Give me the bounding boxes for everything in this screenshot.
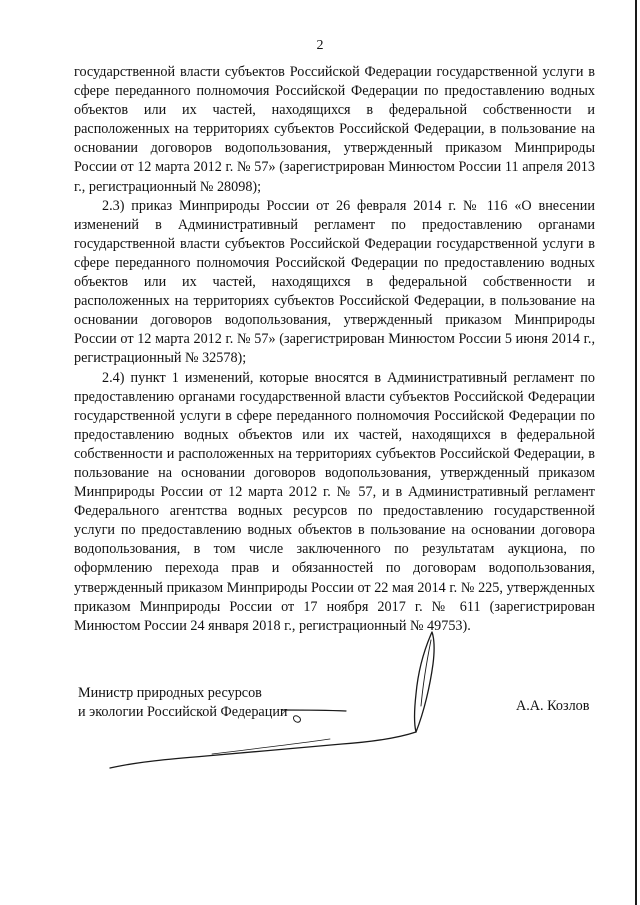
paragraph-item-2-3: 2.3) приказ Минприроды России от 26 февраля 2014 г. № 116 «О внесении изменений в Административный регламент по предоставлению органами государственной власти субъектов Российской Федерации государственной услуги в сфере переданного полномочия Российской Федерации по предоставлению водных объектов или их частей, находящихся в федеральной собственности и расположенных на территориях субъектов Российской Федерации, в пользование на основании договоров водопользования, утвержденный приказом Минприроды России от 12 марта 2012 г. № 57» (зарегистрирован Минюстом России 5 июня 2014 г., регистрационный № 32578); xyxy=(74,197,595,367)
page-number: 2 xyxy=(316,38,324,53)
signatory-title-line-1: Министр природных ресурсов xyxy=(78,685,262,701)
signatory-title-line-2: и экологии Российской Федерации xyxy=(78,704,288,721)
paragraph-item-2-4: 2.4) пункт 1 изменений, которые вносятся в Административный регламент по предоставлению органами государственной власти субъектов Российской Федерации государственной услуги в сфере переданного полномочия Российской Федерации по предоставлению водных объектов или их частей, находящихся в федеральной собственности и расположенных на территориях субъектов Российской Федерации, в пользование на основании договоров водопользования, утвержденный приказом Минприроды России от 12 марта 2012 г. № 57, и в Административный регламент Федерального агентства водных ресурсов по предоставлению государственной услуги по предоставлению водных объектов в пользование на основании договора водопользования, в том числе заключенного по результатам аукциона, по оформлению перехода прав и обязанностей по договорам водопользования, утвержденный приказом Минприроды России от 22 мая 2014 г. № 225, утвержденных приказом Минприроды России от 17 ноября 2017 г. № 611 (зарегистрирован Минюстом России 24 января 2018 г., регистрационный № 49753). xyxy=(74,369,595,634)
scan-edge-line xyxy=(635,0,637,905)
paragraph-continuation: государственной власти субъектов Российской Федерации государственной услуги в сфере переданного полномочия Российской Федерации по предоставлению водных объектов или их частей, находящихся в федеральной собственности и расположенных на территориях субъектов Российской Федерации, в пользование на основании договоров водопользования, утвержденный приказом Минприроды России от 12 марта 2012 г. № 57» (зарегистрирован Минюстом России 11 апреля 2013 г., регистрационный № 28098); xyxy=(74,64,595,195)
document-body xyxy=(74,63,595,636)
signatory-name: А.А. Козлов xyxy=(516,698,590,714)
